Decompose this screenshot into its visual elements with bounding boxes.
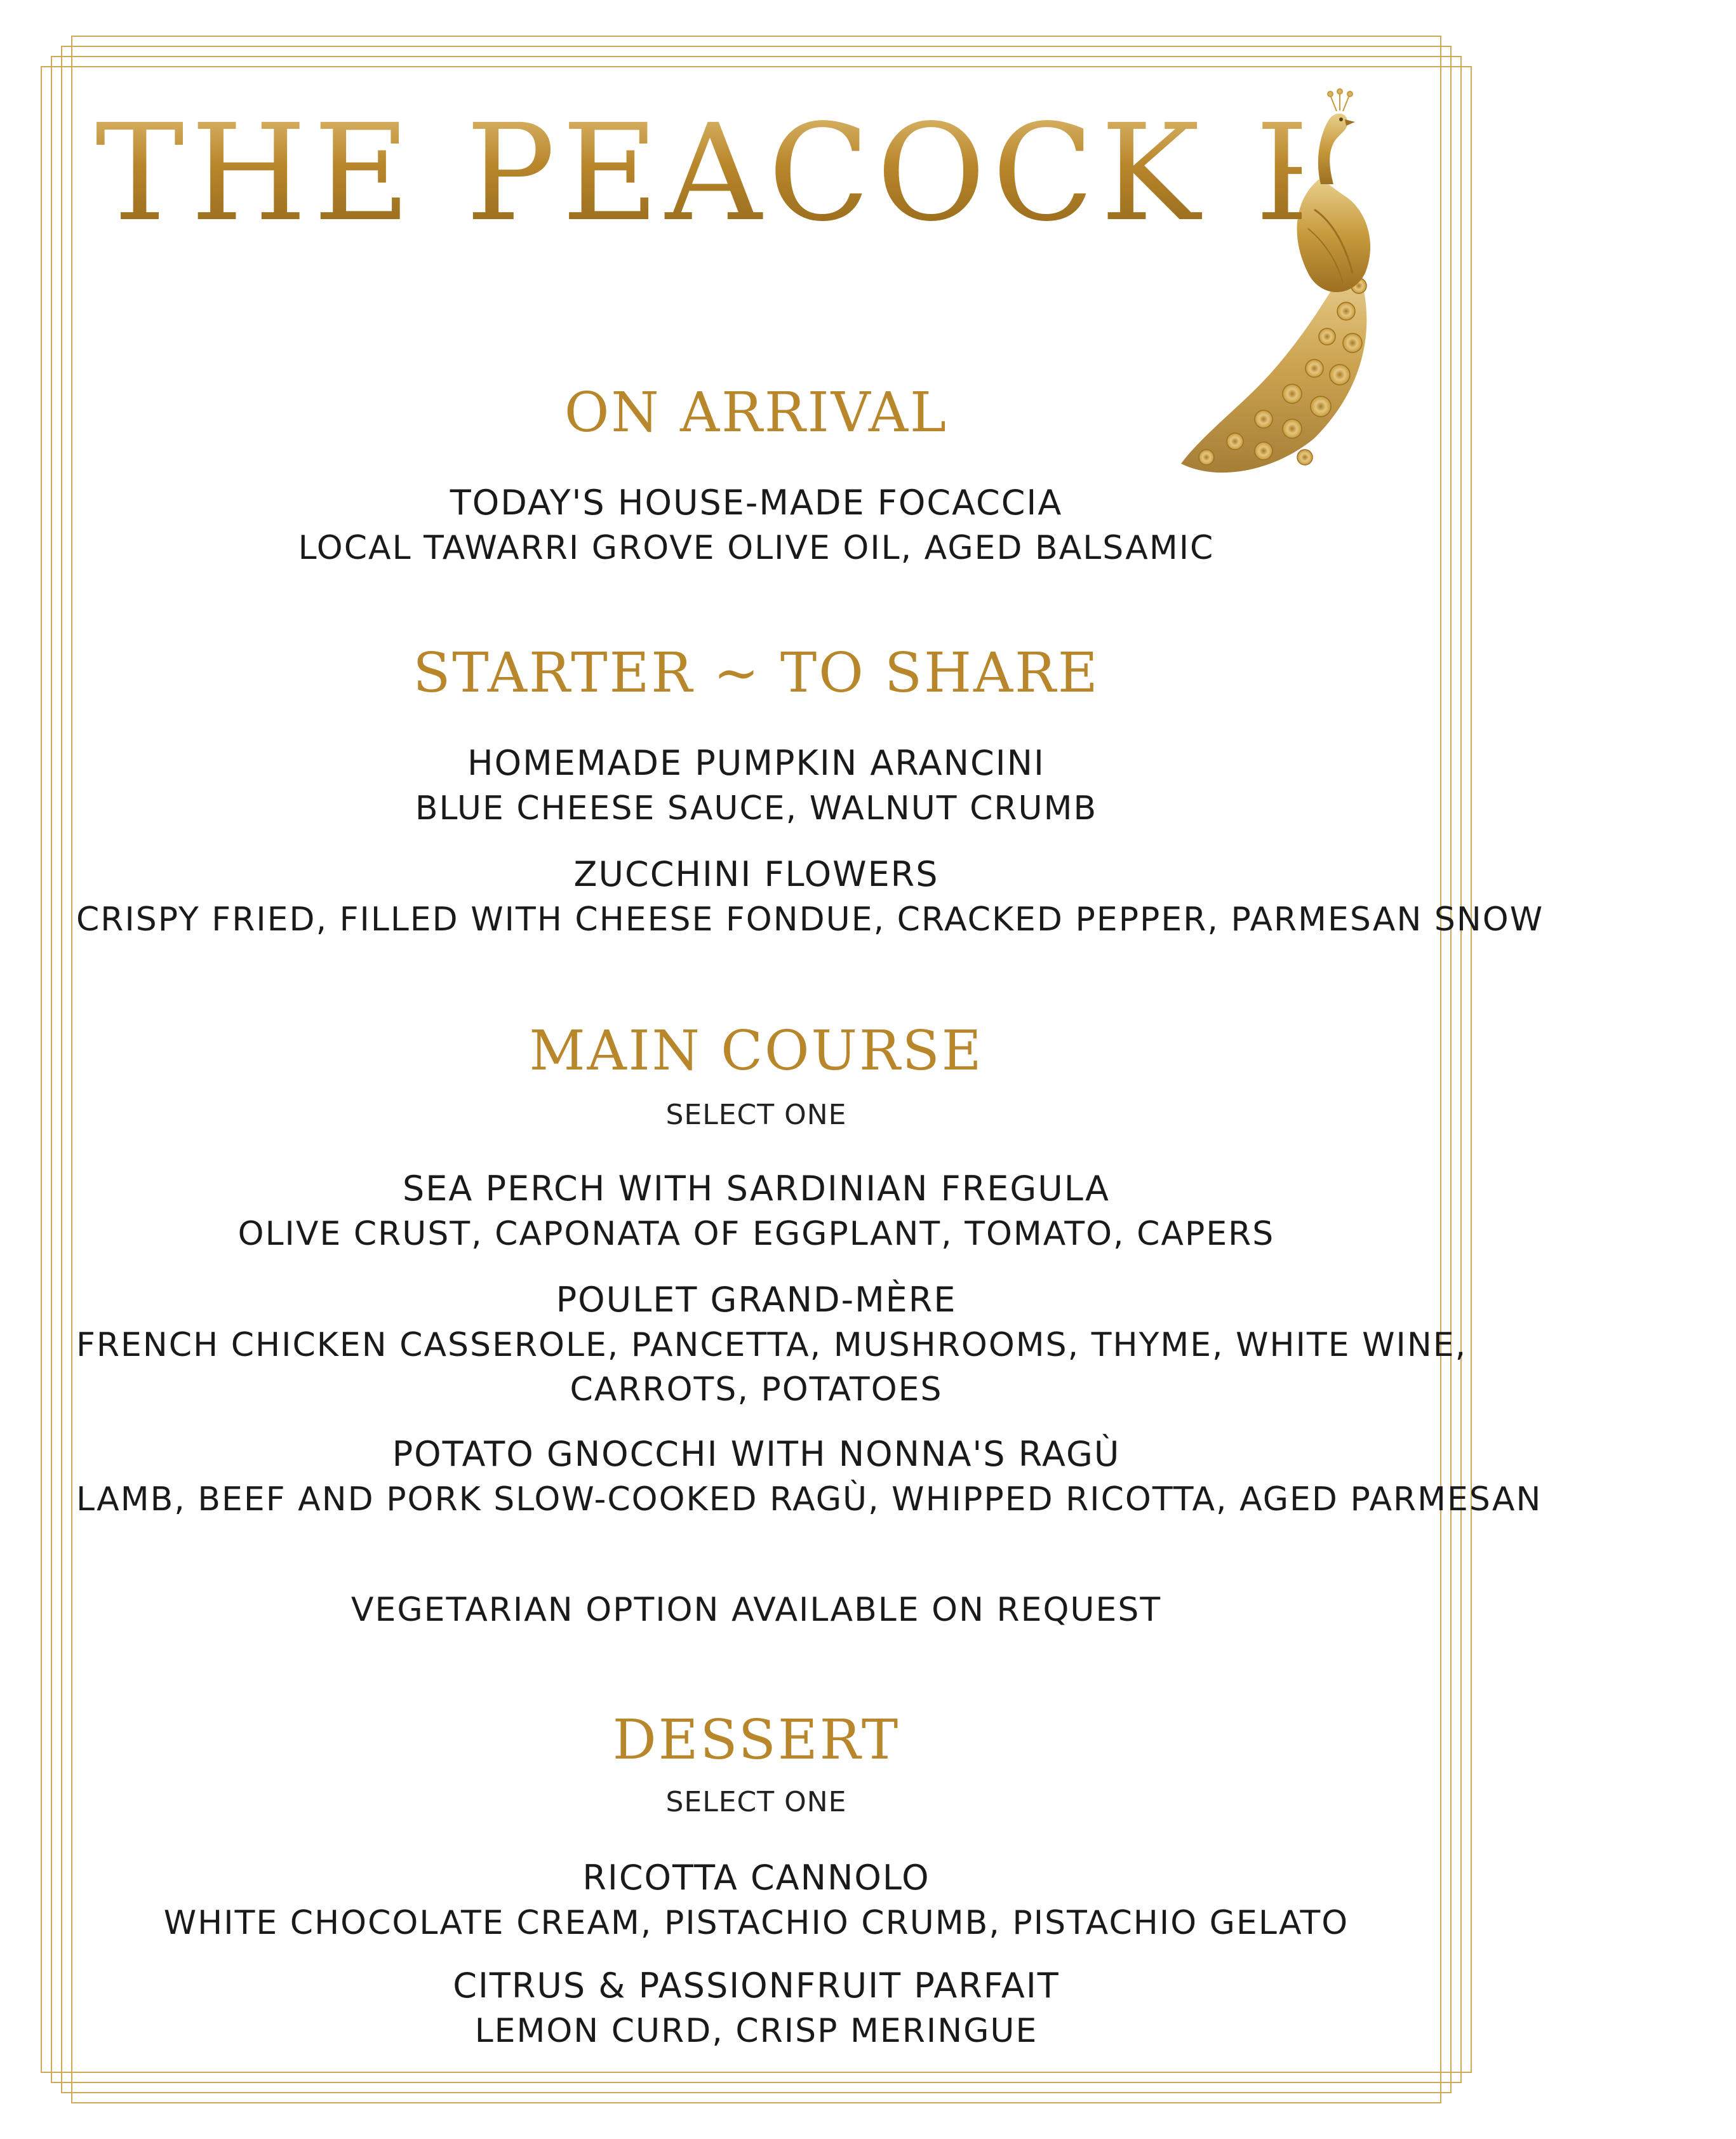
section-heading-dessert: DESSERT <box>612 1708 900 1772</box>
dish-description: LEMON CURD, CRISP MERINGUE <box>474 2012 1038 2050</box>
restaurant-title: THE PEACOCK ROOM <box>95 95 1736 251</box>
dish-description: CRISPY FRIED, FILLED WITH CHEESE FONDUE, CRACKED PEPPER, PARMESAN SNOW <box>76 901 1544 939</box>
dish-name: ZUCCHINI FLOWERS <box>573 854 939 894</box>
section-subheading: SELECT ONE <box>665 1786 847 1818</box>
dish-description: LOCAL TAWARRI GROVE OLIVE OIL, AGED BALSAMIC <box>298 529 1215 567</box>
dish-name: TODAY'S HOUSE-MADE FOCACCIA <box>450 483 1063 523</box>
dish-description: WHITE CHOCOLATE CREAM, PISTACHIO CRUMB, PISTACHIO GELATO <box>163 1904 1349 1942</box>
dish-name: RICOTTA CANNOLO <box>582 1858 930 1898</box>
menu-content <box>76 0 1736 2139</box>
section-heading-main: MAIN COURSE <box>529 1019 984 1083</box>
dish-name: CITRUS & PASSIONFRUIT PARFAIT <box>453 1966 1060 2006</box>
section-heading-arrival: ON ARRIVAL <box>564 381 949 445</box>
dietary-note: VEGETARIAN OPTION AVAILABLE ON REQUEST <box>351 1591 1162 1629</box>
dish-name: SEA PERCH WITH SARDINIAN FREGULA <box>403 1169 1110 1209</box>
dish-description: CARROTS, POTATOES <box>570 1371 943 1409</box>
dish-description: FRENCH CHICKEN CASSEROLE, PANCETTA, MUSHROOMS, THYME, WHITE WINE, <box>76 1326 1467 1364</box>
dish-name: POTATO GNOCCHI WITH NONNA'S RAGÙ <box>392 1434 1121 1474</box>
section-subheading: SELECT ONE <box>665 1099 847 1131</box>
dish-name: HOMEMADE PUMPKIN ARANCINI <box>467 743 1045 783</box>
section-heading-starter: STARTER ~ TO SHARE <box>413 641 1100 705</box>
dish-description: OLIVE CRUST, CAPONATA OF EGGPLANT, TOMATO, CAPERS <box>237 1215 1275 1253</box>
dish-name: POULET GRAND-MÈRE <box>556 1280 957 1320</box>
dish-description: BLUE CHEESE SAUCE, WALNUT CRUMB <box>415 789 1098 828</box>
dish-description: LAMB, BEEF AND PORK SLOW-COOKED RAGÙ, WHIPPED RICOTTA, AGED PARMESAN <box>76 1480 1542 1519</box>
